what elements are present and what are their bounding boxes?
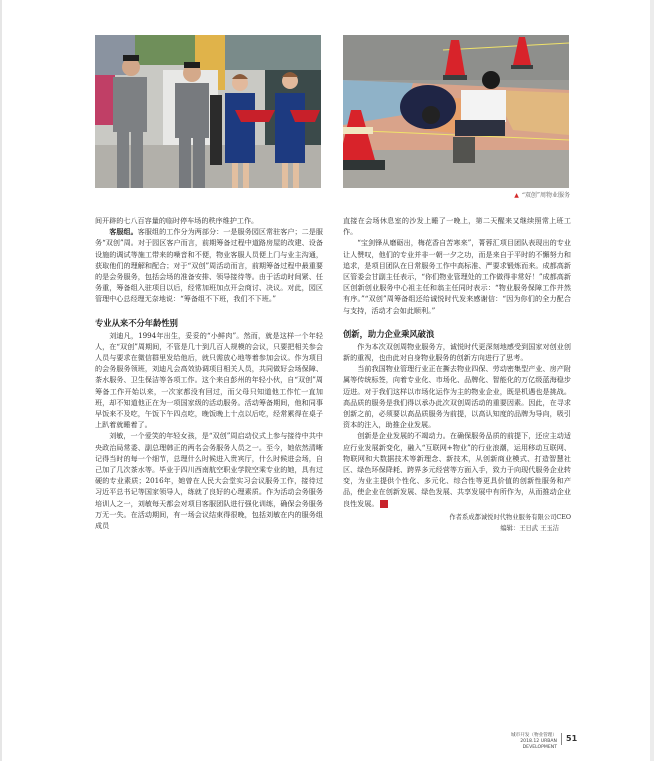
page-edge-right — [650, 0, 654, 761]
footer-issue: 2018.12 — [520, 739, 540, 744]
footer-divider — [561, 733, 562, 745]
paragraph: 刘迪凡，1994年出生，妥妥的“小鲜肉”。然而，就是这样一个年轻人，在“双创”周期间，不管是几十到几百人规模的会议，只要把相关参会人员与要求在微信群里发给他后，就只需放心地等着参加会议。作为项目的会务服务领班，刘迪凡会高效协调项目相关人员，共同做好会场保障、茶水服务、卫生保洁等各项工作。这个来自彭州的年轻小伙，自“双创”周筹备工作开始以来，一次家都没有回过，而父母只知道他工作忙一直加班，却不知道他正在为一项国家级的活动服务。活动筹备期间，他和同事早饭来不及吃，午饭下午四点吃，晚饭晚上十点以后吃，经常累得在桌子上趴着就睡着了。 — [95, 330, 323, 430]
paragraph: 间开辟的七八百容量的临时停车场的秩序维护工作。 — [95, 216, 259, 225]
end-mark-icon: 城 — [380, 500, 388, 508]
author-byline: 作者系成都诚悦时代物业服务有限公司CEO — [449, 513, 571, 521]
paragraph-text: 创新是企业发展的不竭动力。在确保服务品质的前提下，还应主动适应行业发展新变化，融入“互联网+物业”的行业浪潮，运用移动互联网、物联网和大数据技术等新理念、新技术，从创新商业模式、打造智慧社区、绿色环保降耗、跨界多元经营等方面入手，致力于向现代服务企业转变，为业主提供个性化、多元化、综合性等更具价值的创新性服务和产品，使企业在创新发展、绿色发展、共享发展中有所作为，从而推动企业良性发展。 — [343, 431, 571, 508]
section-heading: 创新，助力企业乘风破浪 — [343, 328, 435, 339]
editor-credit: 编辑：王日武 王玉洁 — [500, 525, 559, 533]
paragraph: 作为本次双创周物业服务方，诚悦时代更深刻地感受到国家对创业创新的重视，也由此对自身物业服务的创新方向进行了思考。 — [343, 341, 571, 363]
page-number: 51 — [566, 734, 578, 743]
paragraph-customer-service — [95, 226, 323, 304]
caption-text: “双创”周物业服务 — [521, 192, 570, 199]
right-column — [343, 215, 571, 534]
section-heading: 专业从来不分年龄性别 — [95, 317, 178, 328]
page-footer — [492, 733, 592, 749]
footer-magazine: 城市开发（物业管理） — [511, 733, 557, 738]
left-column — [95, 215, 323, 531]
footer-english-title: URBAN DEVELOPMENT — [522, 739, 557, 750]
paragraph-text: 客服组的工作分为两部分：一是服务园区常驻客户；二是服务“双创”周。对于园区客户而言，前期筹备过程中道路房屋的改建、设备设施的调试等施工带来的噪音和不便，物业客服人员便上门与业主沟通，获取他们的理解和配合；对于“双创”周活动而言，前期筹备过程中最重要的是会务服务，包括会场的准备安排、领导接待等。由于活动时间紧、任务重，筹备组入驻项目以后，经常加班加点开会商讨、决议。对此，园区管理中心总经理无奈地说：“筹备组不下班，我们不下班。” — [95, 227, 324, 304]
caption-triangle-icon: ▲ — [514, 192, 519, 199]
photo-pavement-repair — [343, 35, 569, 188]
paragraph: “宝剑锋从磨砺出，梅花香自苦寒来”，菁蓉汇项目团队表现出的专业让人赞叹，他们的专业并非一朝一夕之功，而是来自于平时的不懈努力和追求，是项目团队在日常服务工作中高标准、严要求锻炼而来。成都高新区管委会甘副主任表示，“你们物业管理处的工作做得非常好！”成都高新区创新创业服务中心祖主任和翁主任同时表示：“物业服务保障工作井然有序。”“双创”周筹备组还给诚悦时代发来感谢信：“因为你们的全力配合与支持，活动才会如此顺利。” — [343, 238, 571, 315]
photo-staff-lineup — [95, 35, 321, 188]
paragraph: 当前我国物业管理行业正在撕去物业四保、劳动密集型产业、房产附属等传统标签，向着专业化、市场化、品牌化、智能化的万亿级蓝海稳步迈进。对于我们这样以市场化运作为主的物业企业，既是机遇也是挑战。高品质的服务是我们得以承办此次双创周活动的重要因素。因此，在寻求创新之前，必须要以高品质服务为前提，以高认知度的品牌为导向，吸引资本的注入，助推企业发展。 — [343, 364, 571, 430]
paragraph: 直接在会场休息室的沙发上睡了一晚上，第二天醒来又继续照常上班工作。 — [343, 216, 571, 237]
section-lead: 客服组。 — [109, 227, 138, 237]
page-edge-left — [0, 0, 2, 761]
paragraph-final — [343, 430, 571, 508]
photo-caption — [460, 190, 570, 199]
paragraph: 刘敏，一个爱笑的年轻女孩，是“双创”周启动仪式上参与接待中共中央政治局常委、副总理韩正的两名会务服务人员之一。至今，她依然清晰记得当时的每一个细节，总理什么时候进入贵宾厅，什么时候进会场，自己加了几次茶水等。毕业于四川西南航空职业学院空乘专业的她，具有过硬的专业素质；2016年，她曾在人民大会堂实习会议服务工作，接待过习近平总书记等国家领导人，练就了良好的心理素质。作为活动会务服务培训人之一，刘敏每天都会对项目客服团队进行强化训练，确保会务服务万无一失。在活动期间，有一场会议结束得很晚，包括刘敏在内的服务组成员 — [95, 431, 323, 531]
footer-publication — [492, 733, 557, 751]
